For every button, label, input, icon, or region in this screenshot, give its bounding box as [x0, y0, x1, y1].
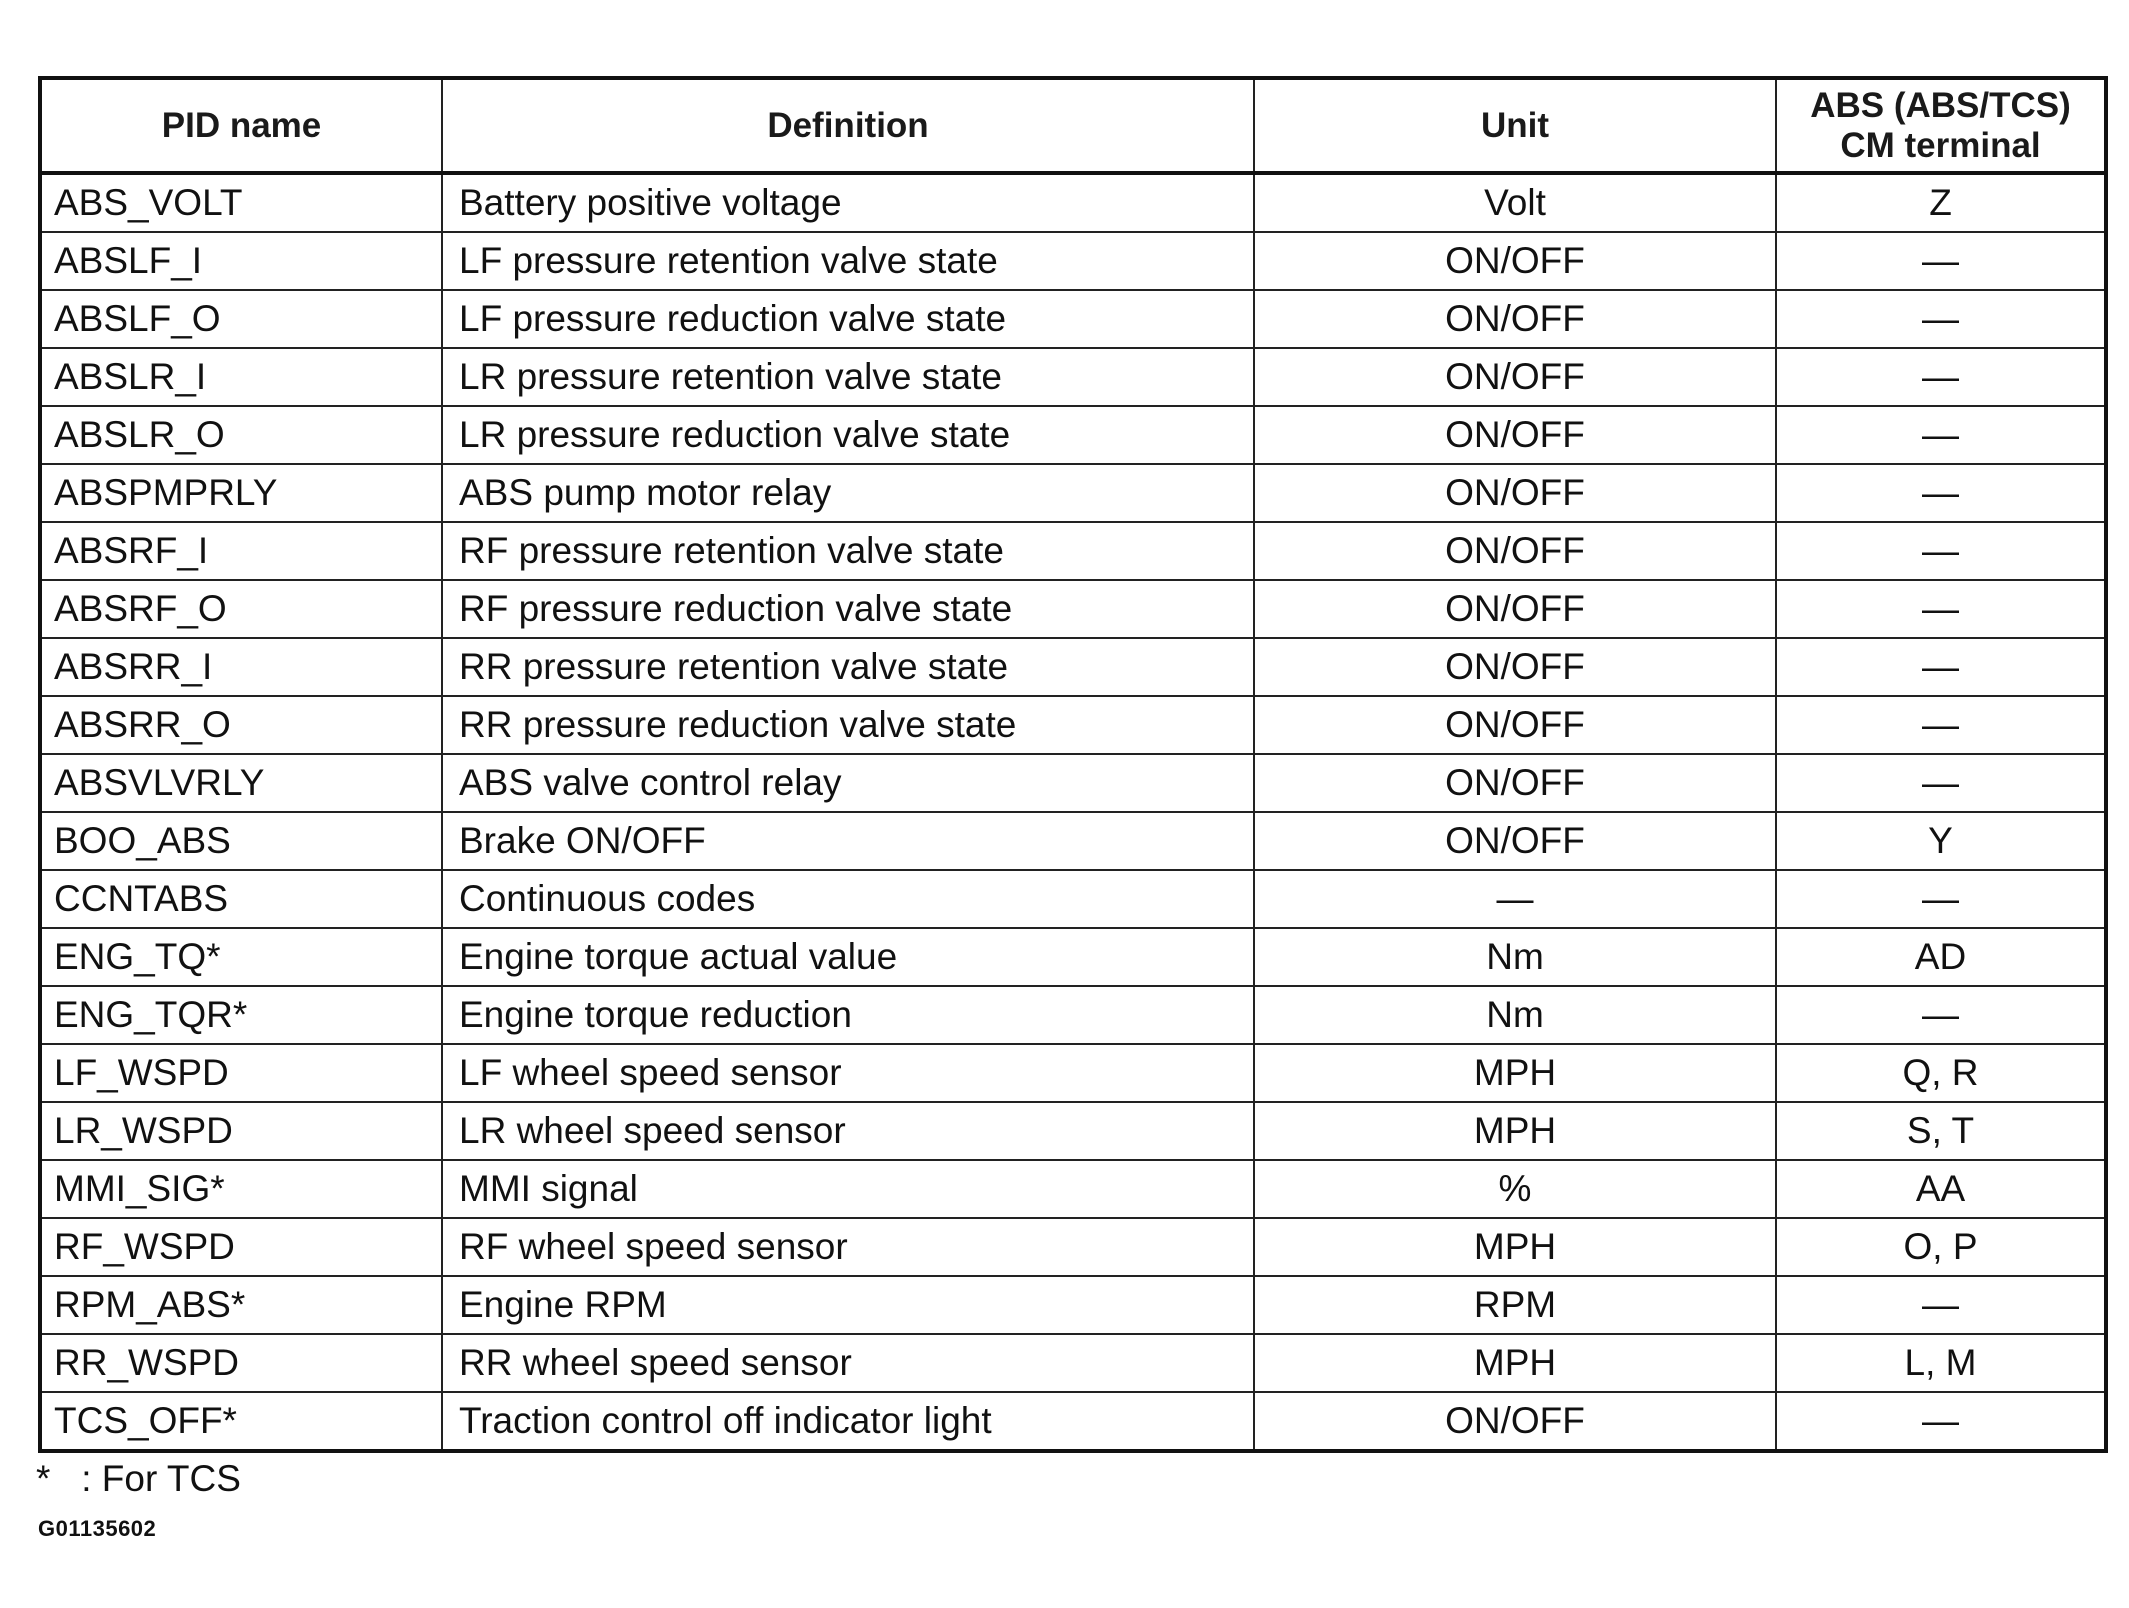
cell-definition: RR wheel speed sensor — [442, 1334, 1254, 1392]
cell-cm-terminal: — — [1776, 348, 2106, 406]
cell-pid-name: ENG_TQ* — [40, 928, 442, 986]
cell-unit: ON/OFF — [1254, 464, 1776, 522]
table-row — [40, 464, 2106, 522]
table-row — [40, 928, 2106, 986]
cell-definition: Traction control off indicator light — [442, 1392, 1254, 1451]
header-unit: Unit — [1254, 78, 1776, 173]
cell-cm-terminal: — — [1776, 1392, 2106, 1451]
header-cm-terminal — [1776, 78, 2106, 173]
cell-pid-name: MMI_SIG* — [40, 1160, 442, 1218]
header-row — [40, 78, 2106, 173]
table-header — [40, 78, 2106, 173]
cell-pid-name: RF_WSPD — [40, 1218, 442, 1276]
cell-definition: Engine torque actual value — [442, 928, 1254, 986]
cell-definition: RR pressure reduction valve state — [442, 696, 1254, 754]
table-row — [40, 1334, 2106, 1392]
cell-definition: Engine RPM — [442, 1276, 1254, 1334]
cell-pid-name: BOO_ABS — [40, 812, 442, 870]
cell-unit: ON/OFF — [1254, 580, 1776, 638]
cell-definition: LF pressure retention valve state — [442, 232, 1254, 290]
cell-cm-terminal: — — [1776, 464, 2106, 522]
cell-definition: LR pressure reduction valve state — [442, 406, 1254, 464]
header-definition: Definition — [442, 78, 1254, 173]
cell-unit: RPM — [1254, 1276, 1776, 1334]
cell-unit: MPH — [1254, 1334, 1776, 1392]
cell-unit: ON/OFF — [1254, 812, 1776, 870]
cell-cm-terminal: AA — [1776, 1160, 2106, 1218]
cell-unit: ON/OFF — [1254, 232, 1776, 290]
cell-definition: MMI signal — [442, 1160, 1254, 1218]
cell-unit: ON/OFF — [1254, 1392, 1776, 1451]
cell-unit: Volt — [1254, 173, 1776, 232]
table-row — [40, 173, 2106, 232]
cell-cm-terminal: — — [1776, 696, 2106, 754]
cell-pid-name: LF_WSPD — [40, 1044, 442, 1102]
cell-cm-terminal: — — [1776, 406, 2106, 464]
cell-unit: ON/OFF — [1254, 348, 1776, 406]
cell-definition: Continuous codes — [442, 870, 1254, 928]
table-row — [40, 406, 2106, 464]
table-row — [40, 1392, 2106, 1451]
cell-definition: LF pressure reduction valve state — [442, 290, 1254, 348]
table-row — [40, 348, 2106, 406]
cell-cm-terminal: — — [1776, 580, 2106, 638]
table-row — [40, 986, 2106, 1044]
cell-unit: ON/OFF — [1254, 406, 1776, 464]
cell-pid-name: ABSRF_O — [40, 580, 442, 638]
cell-definition: Engine torque reduction — [442, 986, 1254, 1044]
cell-definition: LR pressure retention valve state — [442, 348, 1254, 406]
table-row — [40, 812, 2106, 870]
cell-cm-terminal: L, M — [1776, 1334, 2106, 1392]
cell-definition: ABS valve control relay — [442, 754, 1254, 812]
cell-pid-name: ABSRR_O — [40, 696, 442, 754]
table-row — [40, 870, 2106, 928]
cell-pid-name: RR_WSPD — [40, 1334, 442, 1392]
pid-table — [38, 76, 2108, 1453]
cell-pid-name: TCS_OFF* — [40, 1392, 442, 1451]
cell-pid-name: ABSVLVRLY — [40, 754, 442, 812]
header-cm-terminal-line1: ABS (ABS/TCS) — [1810, 85, 2071, 125]
cell-cm-terminal: — — [1776, 290, 2106, 348]
table-row — [40, 1276, 2106, 1334]
cell-pid-name: LR_WSPD — [40, 1102, 442, 1160]
header-cm-terminal-line2: CM terminal — [1840, 125, 2041, 165]
cell-cm-terminal: S, T — [1776, 1102, 2106, 1160]
cell-pid-name: CCNTABS — [40, 870, 442, 928]
table-row — [40, 580, 2106, 638]
cell-cm-terminal: Q, R — [1776, 1044, 2106, 1102]
cell-definition: LF wheel speed sensor — [442, 1044, 1254, 1102]
cell-definition: RF pressure retention valve state — [442, 522, 1254, 580]
cell-pid-name: ENG_TQR* — [40, 986, 442, 1044]
cell-unit: % — [1254, 1160, 1776, 1218]
cell-unit: ON/OFF — [1254, 638, 1776, 696]
cell-definition: RR pressure retention valve state — [442, 638, 1254, 696]
table-row — [40, 638, 2106, 696]
cell-definition: ABS pump motor relay — [442, 464, 1254, 522]
cell-cm-terminal: — — [1776, 232, 2106, 290]
table-row — [40, 232, 2106, 290]
cell-pid-name: ABSLR_O — [40, 406, 442, 464]
table-row — [40, 1044, 2106, 1102]
cell-cm-terminal: — — [1776, 754, 2106, 812]
cell-unit: MPH — [1254, 1044, 1776, 1102]
cell-unit: — — [1254, 870, 1776, 928]
table-row — [40, 290, 2106, 348]
cell-cm-terminal: — — [1776, 638, 2106, 696]
cell-pid-name: RPM_ABS* — [40, 1276, 442, 1334]
cell-definition: Brake ON/OFF — [442, 812, 1254, 870]
cell-pid-name: ABSRR_I — [40, 638, 442, 696]
table-row — [40, 1160, 2106, 1218]
cell-unit: ON/OFF — [1254, 522, 1776, 580]
table-row — [40, 754, 2106, 812]
cell-cm-terminal: — — [1776, 986, 2106, 1044]
figure-code: G01135602 — [38, 1516, 157, 1541]
cell-pid-name: ABSRF_I — [40, 522, 442, 580]
cell-cm-terminal: O, P — [1776, 1218, 2106, 1276]
cell-unit: MPH — [1254, 1102, 1776, 1160]
footnote: * : For TCS — [36, 1458, 241, 1499]
cell-unit: ON/OFF — [1254, 754, 1776, 812]
cell-unit: Nm — [1254, 986, 1776, 1044]
header-pid-name: PID name — [40, 78, 442, 173]
cell-definition: LR wheel speed sensor — [442, 1102, 1254, 1160]
cell-unit: MPH — [1254, 1218, 1776, 1276]
cell-cm-terminal: AD — [1776, 928, 2106, 986]
cell-cm-terminal: — — [1776, 1276, 2106, 1334]
cell-cm-terminal: — — [1776, 522, 2106, 580]
table-body — [40, 173, 2106, 1451]
cell-cm-terminal: — — [1776, 870, 2106, 928]
cell-unit: ON/OFF — [1254, 696, 1776, 754]
table-row — [40, 1218, 2106, 1276]
cell-pid-name: ABSLF_O — [40, 290, 442, 348]
cell-pid-name: ABSLR_I — [40, 348, 442, 406]
table-row — [40, 1102, 2106, 1160]
table-row — [40, 696, 2106, 754]
cell-cm-terminal: Y — [1776, 812, 2106, 870]
cell-unit: ON/OFF — [1254, 290, 1776, 348]
cell-cm-terminal: Z — [1776, 173, 2106, 232]
cell-pid-name: ABSPMPRLY — [40, 464, 442, 522]
cell-unit: Nm — [1254, 928, 1776, 986]
cell-definition: Battery positive voltage — [442, 173, 1254, 232]
table-row — [40, 522, 2106, 580]
cell-pid-name: ABSLF_I — [40, 232, 442, 290]
cell-definition: RF pressure reduction valve state — [442, 580, 1254, 638]
cell-definition: RF wheel speed sensor — [442, 1218, 1254, 1276]
cell-pid-name: ABS_VOLT — [40, 173, 442, 232]
